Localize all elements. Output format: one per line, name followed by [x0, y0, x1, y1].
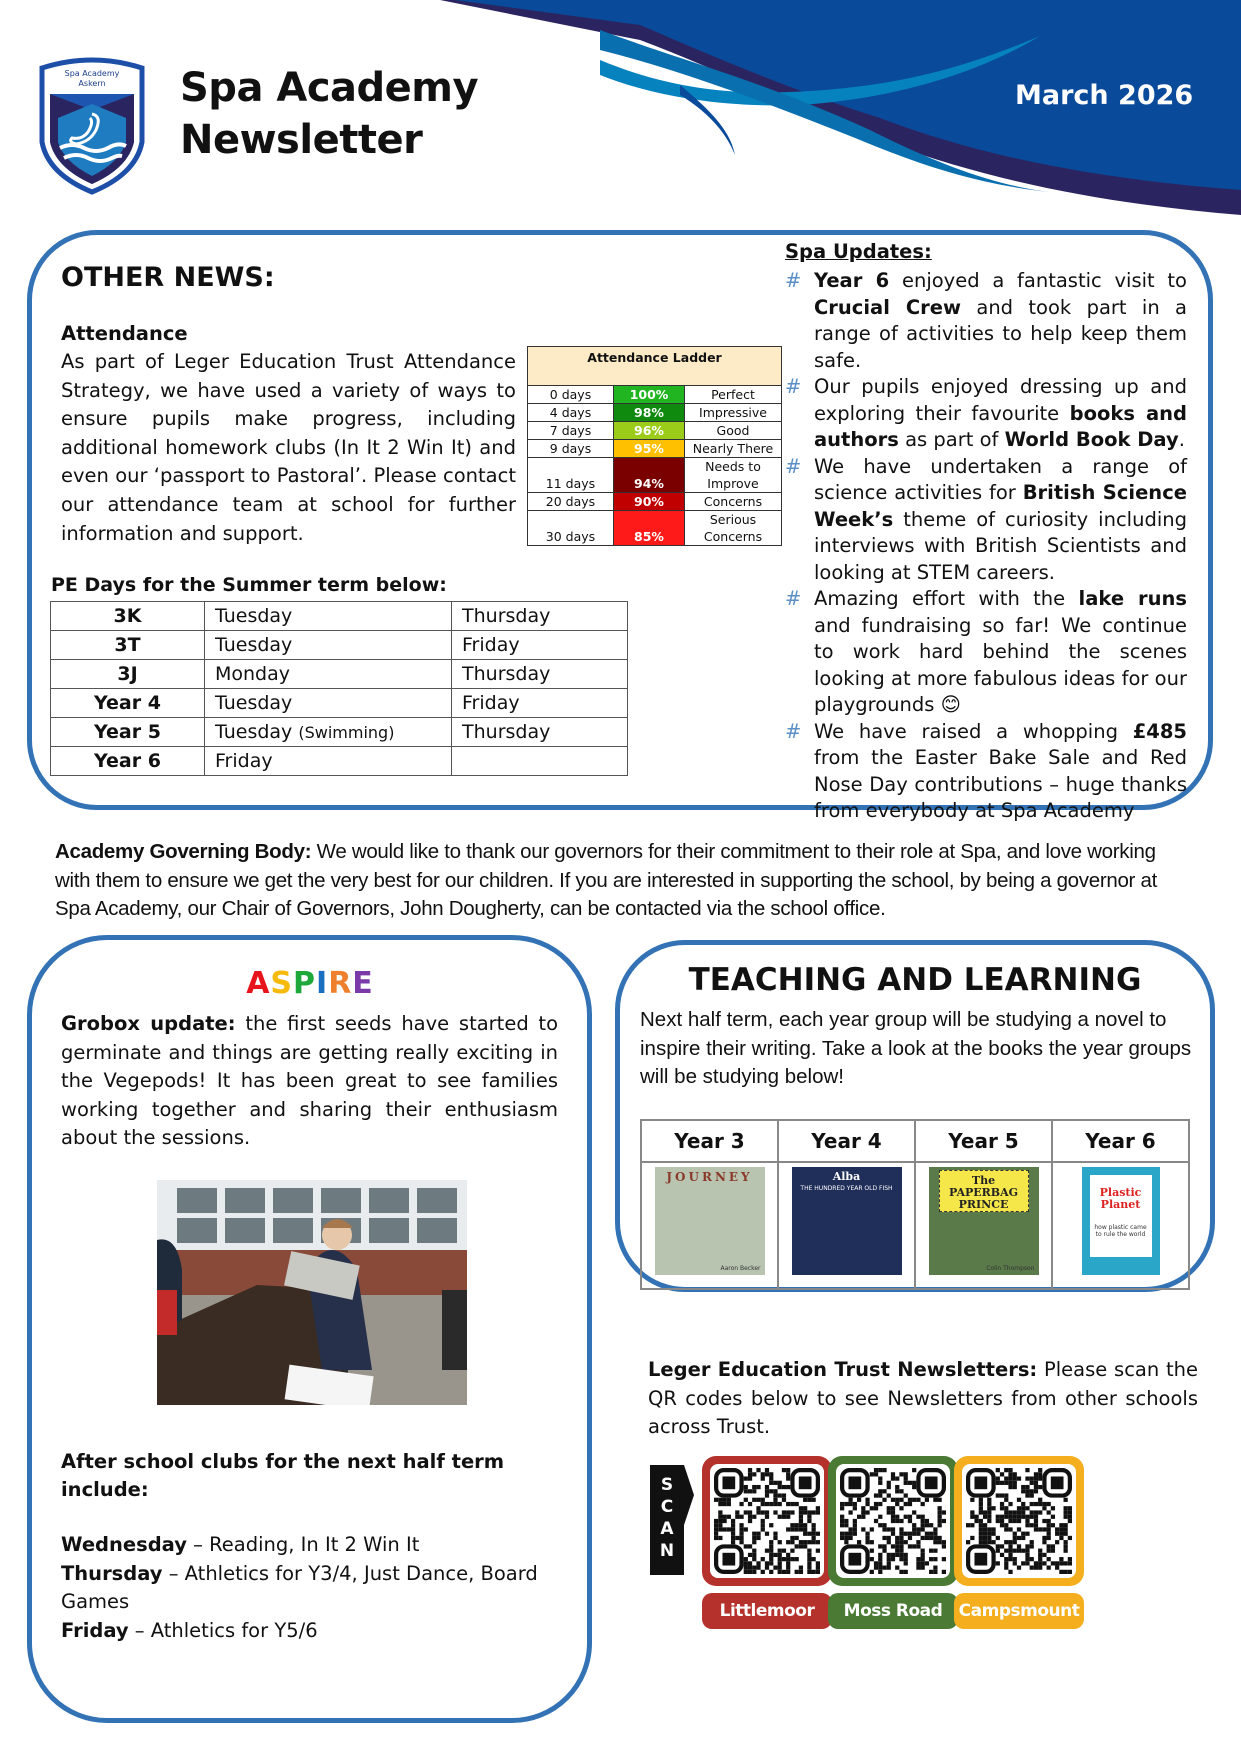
ladder-row — [528, 493, 782, 511]
book-cover-title: The PAPERBAG PRINCE — [939, 1170, 1029, 1212]
update-text: enjoyed a fantastic visit to — [889, 269, 1187, 292]
book-cover-title: Plastic Planet — [1090, 1175, 1152, 1257]
pe-day-1 — [205, 660, 452, 689]
qr-code-link[interactable] — [702, 1456, 832, 1586]
update-text: Our pupils enjoyed dressing up and exploring their favourite — [814, 375, 1187, 425]
ladder-title: Attendance Ladder — [528, 347, 782, 386]
book-cover-image — [929, 1167, 1039, 1275]
hash-bullet-icon: # — [785, 269, 802, 292]
scan-arrow-icon — [650, 1465, 694, 1575]
ladder-label: Impressive — [685, 404, 782, 422]
ladder-label: Good — [685, 422, 782, 440]
pe-day-2: Thursday — [452, 660, 628, 689]
update-item — [785, 268, 1187, 374]
pe-row — [51, 689, 628, 718]
aspire-letter: R — [328, 966, 353, 1001]
pe-class: 3T — [51, 631, 205, 660]
pe-note: (Swimming) — [298, 723, 395, 742]
aspire-letter: P — [293, 966, 317, 1001]
aspire-letter: I — [316, 966, 329, 1001]
club-activities: – Athletics for Y3/4, Just Dance, Board Games — [61, 1561, 538, 1613]
book-cover-cell — [641, 1162, 778, 1289]
trust-text: Please scan the QR codes below to see Newsletters from other schools across Trust. — [648, 1358, 1198, 1439]
aspire-letter: E — [352, 966, 374, 1001]
ladder-label: Needs to Improve — [685, 458, 782, 493]
trust-label: Leger Education Trust Newsletters: — [648, 1358, 1038, 1381]
governing-body-label: Academy Governing Body: — [55, 840, 312, 863]
club-day: Friday — [61, 1618, 129, 1642]
qr-school-label: Campsmount — [954, 1593, 1084, 1629]
ladder-row — [528, 404, 782, 422]
qr-code-icon — [710, 1464, 824, 1578]
ladder-percent: 94% — [614, 458, 685, 493]
book-cover-author: Aaron Becker — [720, 1265, 761, 1272]
book-cover-title: Alba — [832, 1170, 861, 1183]
ladder-percent: 85% — [614, 511, 685, 546]
update-item — [785, 719, 1187, 825]
update-text: Amazing effort with the — [814, 587, 1079, 610]
hash-bullet-icon: # — [785, 587, 802, 610]
ladder-days: 0 days — [528, 386, 614, 404]
aspire-letter: S — [270, 966, 294, 1001]
pe-day: Friday — [215, 750, 273, 772]
ladder-row — [528, 511, 782, 546]
governing-body-paragraph — [55, 838, 1185, 924]
pe-day-2 — [452, 747, 628, 776]
pe-day-1 — [205, 689, 452, 718]
crest-text: Askern — [78, 79, 106, 88]
ladder-percent: 100% — [614, 386, 685, 404]
pe-day-1 — [205, 747, 452, 776]
pe-days-heading: PE Days for the Summer term below: — [51, 574, 447, 596]
book-cover-cell — [778, 1162, 915, 1289]
pe-day: Tuesday — [215, 605, 293, 627]
ladder-percent: 95% — [614, 440, 685, 458]
ladder-percent: 96% — [614, 422, 685, 440]
book-year-header: Year 5 — [915, 1120, 1052, 1162]
pe-class: 3K — [51, 602, 205, 631]
ladder-row — [528, 386, 782, 404]
update-item — [785, 454, 1187, 587]
qr-school-label: Littlemoor — [702, 1593, 832, 1629]
ladder-days: 7 days — [528, 422, 614, 440]
pe-day: Tuesday — [215, 721, 293, 743]
qr-code-link[interactable] — [954, 1456, 1084, 1586]
books-table — [640, 1119, 1190, 1290]
governing-body-text: We would like to thank our governors for their commitment to their role at Spa, and love working with them to ensure we get the very best for our children. If you are interested in supporting the school, by being a governor at Spa Academy, our Chair of Governors, John Dougherty, can be contacted via the school office. — [55, 840, 1157, 920]
newsletter-title — [180, 62, 478, 166]
book-cover-subtitle: THE HUNDRED YEAR OLD FISH — [800, 1185, 893, 1192]
pe-day-2: Thursday — [452, 602, 628, 631]
book-cover-title: JOURNEY — [666, 1170, 753, 1184]
update-text: Year 6 — [814, 269, 890, 292]
ladder-percent: 90% — [614, 493, 685, 511]
pe-day-2: Thursday — [452, 718, 628, 747]
club-day: Wednesday — [61, 1533, 187, 1556]
book-cover-cell — [915, 1162, 1052, 1289]
qr-codes-area — [650, 1456, 1130, 1636]
book-cover-image — [792, 1167, 902, 1275]
ladder-row — [528, 440, 782, 458]
update-text: £485 — [1132, 719, 1187, 743]
school-crest-logo — [36, 56, 148, 196]
scan-label: S C A N — [659, 1475, 675, 1561]
club-item — [61, 1531, 561, 1560]
hash-bullet-icon: # — [785, 719, 802, 743]
update-item — [785, 374, 1187, 454]
update-text: lake runs — [1078, 587, 1187, 610]
book-cover-cell — [1052, 1162, 1189, 1289]
pe-class: Year 4 — [51, 689, 205, 718]
book-year-header: Year 4 — [778, 1120, 915, 1162]
pe-day-2: Friday — [452, 631, 628, 660]
ladder-label: Concerns — [685, 493, 782, 511]
grobox-label: Grobox update: — [61, 1012, 236, 1035]
pe-row — [51, 660, 628, 689]
update-text: from the Easter Bake Sale and Red Nose Day contributions – huge thanks from everybody at Spa Academy — [814, 746, 1187, 822]
update-text: World Book Day — [1004, 428, 1179, 451]
book-cover-image — [655, 1167, 765, 1275]
title-line-1: Spa Academy — [180, 65, 479, 111]
ladder-percent: 98% — [614, 404, 685, 422]
ladder-row — [528, 422, 782, 440]
ladder-days: 4 days — [528, 404, 614, 422]
clubs-heading: After school clubs for the next half term include: — [61, 1450, 505, 1501]
update-text: theme of curiosity including interviews with British Scientists and looking at STEM careers. — [814, 507, 1187, 584]
update-item — [785, 586, 1187, 719]
club-item — [61, 1617, 561, 1646]
pe-day-1 — [205, 718, 452, 747]
ladder-days: 11 days — [528, 458, 614, 493]
qr-code-link[interactable] — [828, 1456, 958, 1586]
aspire-heading — [0, 966, 620, 1001]
crest-text: Spa Academy — [64, 69, 120, 78]
pe-day: Tuesday — [215, 634, 293, 656]
attendance-ladder-table — [527, 346, 782, 546]
book-cover-subtitle: how plastic came to rule the world — [1094, 1224, 1147, 1238]
pe-day: Tuesday — [215, 692, 293, 714]
ladder-label: Nearly There — [685, 440, 782, 458]
hash-bullet-icon: # — [785, 454, 802, 478]
clubs-list — [61, 1531, 561, 1645]
attendance-body: As part of Leger Education Trust Attendance Strategy, we have used a variety of ways to ensure pupils make progress, including additional homework clubs (In It 2 Win It) and even our ‘passport to Pastoral’. Please contact our attendance team at school for further information and support. — [61, 350, 516, 545]
update-text: and took part in a range of activities to help keep them safe. — [814, 295, 1187, 372]
club-activities: – Athletics for Y5/6 — [128, 1618, 318, 1642]
update-text: We have undertaken a range of science activities for — [814, 454, 1187, 504]
update-text: Crucial Crew — [814, 295, 962, 319]
update-text: We have raised a whopping — [814, 719, 1133, 743]
pe-row — [51, 602, 628, 631]
ladder-label: Serious Concerns — [685, 511, 782, 546]
pe-class: Year 5 — [51, 718, 205, 747]
update-text: British Science Week’s — [814, 481, 1187, 531]
pe-class: 3J — [51, 660, 205, 689]
ladder-days: 9 days — [528, 440, 614, 458]
trust-newsletters-paragraph — [648, 1356, 1198, 1442]
update-text: . — [1178, 428, 1185, 451]
teaching-learning-heading: TEACHING AND LEARNING — [688, 962, 1142, 998]
spa-updates-heading: Spa Updates: — [785, 240, 932, 263]
update-text: books and authors — [814, 401, 1187, 451]
qr-school-label: Moss Road — [828, 1593, 958, 1629]
attendance-heading: Attendance — [61, 322, 188, 345]
pe-row — [51, 747, 628, 776]
club-day: Thursday — [61, 1561, 163, 1585]
aspire-letter: A — [246, 966, 271, 1001]
teaching-learning-body: Next half term, each year group will be studying a novel to inspire their writing. Take a look at the books the year groups will be studying below! — [640, 1008, 1192, 1088]
qr-code-icon — [962, 1464, 1076, 1578]
book-cover-author: Colin Thompson — [986, 1265, 1035, 1272]
ladder-label: Perfect — [685, 386, 782, 404]
book-year-header: Year 3 — [641, 1120, 778, 1162]
pe-day-2: Friday — [452, 689, 628, 718]
pe-day-1 — [205, 631, 452, 660]
club-item — [61, 1560, 561, 1617]
grobox-photo — [157, 1180, 467, 1405]
book-cover-image — [1082, 1167, 1160, 1275]
pe-row — [51, 718, 628, 747]
update-text: and fundraising so far! We continue to work hard behind the scenes looking at more fabulous ideas for our playgrounds 😊 — [814, 613, 1187, 716]
pe-row — [51, 631, 628, 660]
spa-updates-list — [785, 268, 1187, 825]
book-year-header: Year 6 — [1052, 1120, 1189, 1162]
pe-day: Monday — [215, 663, 291, 685]
ladder-row — [528, 458, 782, 493]
pe-class: Year 6 — [51, 747, 205, 776]
title-line-2: Newsletter — [180, 117, 423, 163]
pe-day-1 — [205, 602, 452, 631]
ladder-days: 30 days — [528, 511, 614, 546]
pe-days-table — [50, 601, 628, 776]
grobox-text: the first seeds have started to germinate and things are getting really exciting in the Vegepods! It has been great to see families working together and sharing their enthusiasm about the sessions. — [61, 1012, 559, 1150]
ladder-days: 20 days — [528, 493, 614, 511]
club-activities: – Reading, In It 2 Win It — [186, 1533, 420, 1556]
update-text: as part of — [898, 428, 1005, 451]
other-news-heading: OTHER NEWS: — [61, 262, 275, 293]
qr-code-icon — [836, 1464, 950, 1578]
hash-bullet-icon: # — [785, 375, 802, 398]
issue-date: March 2026 — [1015, 80, 1194, 111]
grobox-paragraph — [61, 1010, 558, 1153]
